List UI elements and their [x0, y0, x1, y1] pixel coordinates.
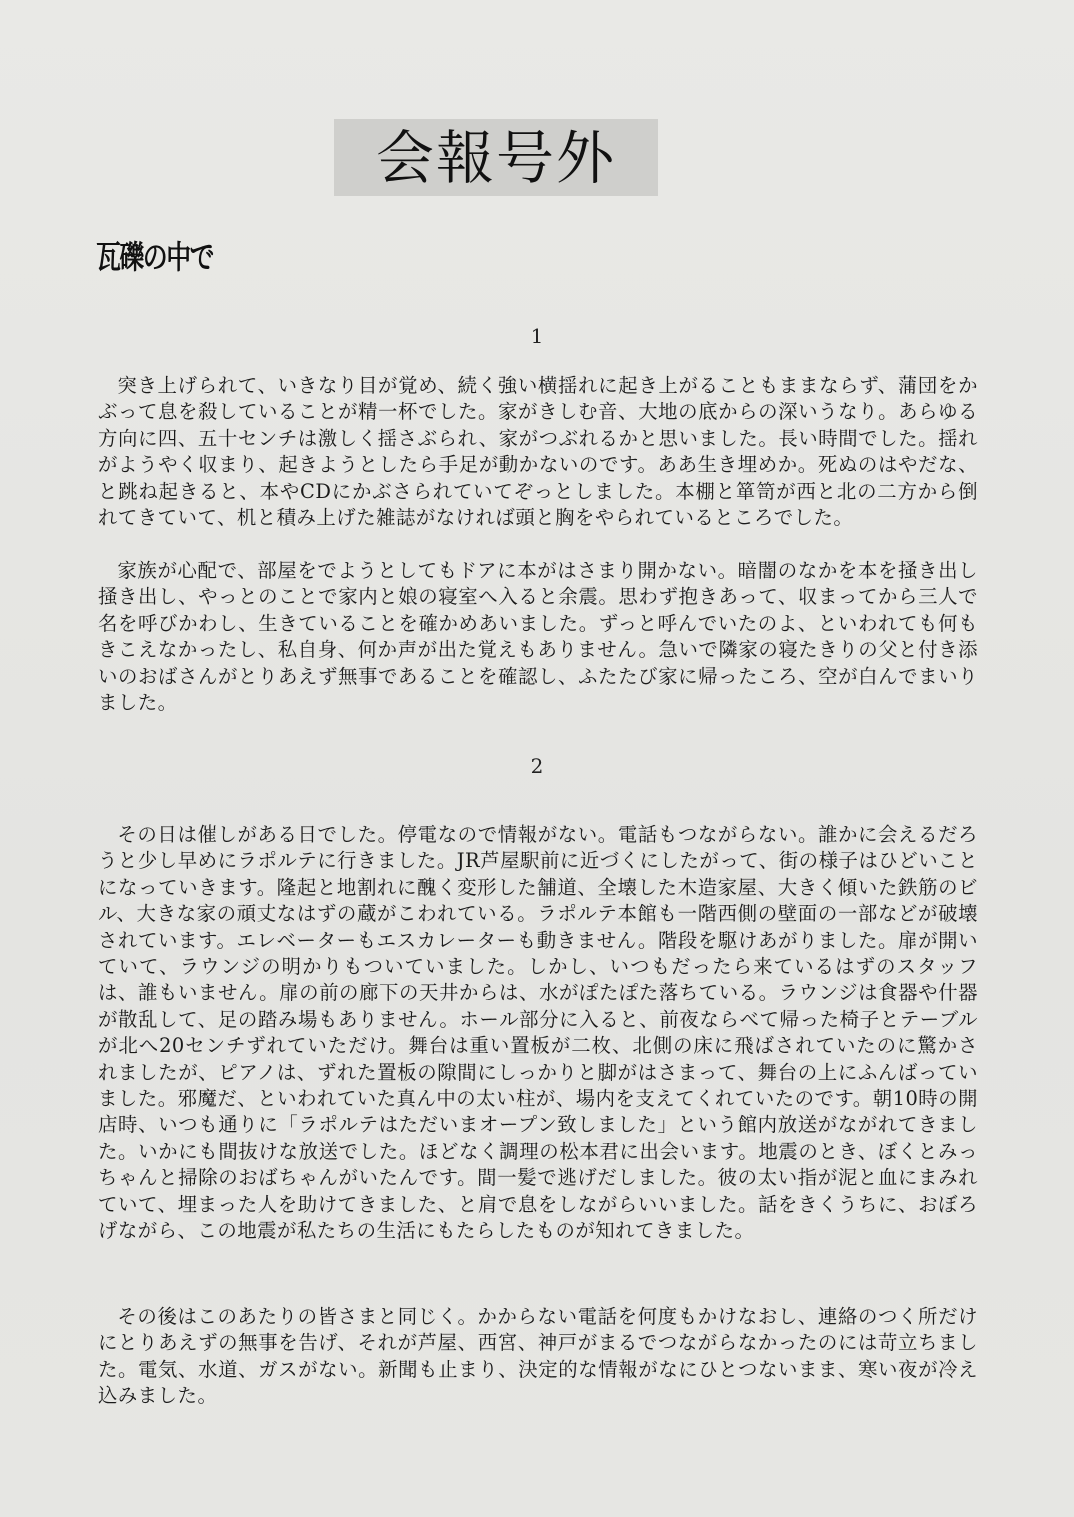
- paragraph: 家族が心配で、部屋をでようとしてもドアに本がはさまり開かない。暗闇のなかを本を掻き出し掻き出し、やっとのことで家内と娘の寝室へ入ると余震。思わず抱きあって、収まってから三人で名を呼びかわし、生きていることを確かめあいました。ずっと呼んでいたのよ、といわれても何もきこえなかったし、私自身、何か声が出た覚えもありません。急いで隣家の寝たきりの父と付き添いのおばさんがとりあえず無事であることを確認し、ふたたび家に帰ったころ、空が白んでまいりました。: [98, 559, 978, 715]
- article-heading: 瓦礫の中で: [96, 238, 214, 276]
- paragraph: 突き上げられて、いきなり目が覚め、続く強い横揺れに起き上がることもままならず、蒲団をかぶって息を殺していることが精一杯でした。家がきしむ音、大地の底からの深いうなり。あらゆる方向に四、五十センチは激しく揺さぶられ、家がつぶれるかと思いました。長い時間でした。揺れがようやく収まり、起きようとしたら手足が動かないのです。ああ生き埋めか。死ぬのはやだな、と跳ね起きると、本やCDにかぶさられていてぞっとしました。本棚と箪笥が西と北の二方から倒れてきていて、机と積み上げた雑誌がなければ頭と胸をやられているところでした。: [98, 374, 978, 530]
- paragraph: その後はこのあたりの皆さまと同じく。かからない電話を何度もかけなおし、連絡のつく所だけにとりあえずの無事を告げ、それが芦屋、西宮、神戸がまるでつながらなかったのには苛立ちました。電気、水道、ガスがない。新聞も止まり、決定的な情報がなにひとつないまま、寒い夜が冷え込みました。: [98, 1305, 978, 1408]
- section-number: 2: [530, 754, 544, 778]
- section-number: 1: [530, 324, 544, 348]
- paragraph: その日は催しがある日でした。停電なので情報がない。電話もつながらない。誰かに会えるだろうと少し早めにラポルテに行きました。JR芦屋駅前に近づくにしたがって、街の様子はひどいことになっていきます。隆起と地割れに醜く変形した舗道、全壊した木造家屋、大きく傾いた鉄筋のビル、大きな家の頑丈なはずの蔵がこわれている。ラポルテ本館も一階西側の壁面の一部などが破壊されています。エレベーターもエスカレーターも動きません。階段を駆けあがりました。扉が開いていて、ラウンジの明かりもついていました。しかし、いつもだったら来ているはずのスタッフは、誰もいません。扉の前の廊下の天井からは、水がぽたぽた落ちている。ラウンジは食器や什器が散乱して、足の踏み場もありません。ホール部分に入ると、前夜ならべて帰った椅子とテーブルが北へ20センチずれていただけ。舞台は重い置板が二枚、北側の床に飛ばされていたのに驚かされましたが、ピアノは、ずれた置板の隙間にしっかりと脚がはさまって、舞台の上にふんばっていました。邪魔だ、といわれていた真ん中の太い柱が、場内を支えてくれていたのです。朝10時の開店時、いつも通りに「ラポルテはただいまオープン致しました」という館内放送がながれてきました。いかにも間抜けな放送でした。ほどなく調理の松本君に出会います。地震のとき、ぼくとみっちゃんと掃除のおばちゃんがいたんです。間一髪で逃げだしました。彼の太い指が泥と血にまみれていて、埋まった人を助けてきました、と肩で息をしながらいいました。話をきくうちに、おぼろげながら、この地震が私たちの生活にもたらしたものが知れてきました。: [98, 823, 979, 1243]
- title-banner: [334, 119, 658, 196]
- document-title: 会報号外: [375, 123, 616, 192]
